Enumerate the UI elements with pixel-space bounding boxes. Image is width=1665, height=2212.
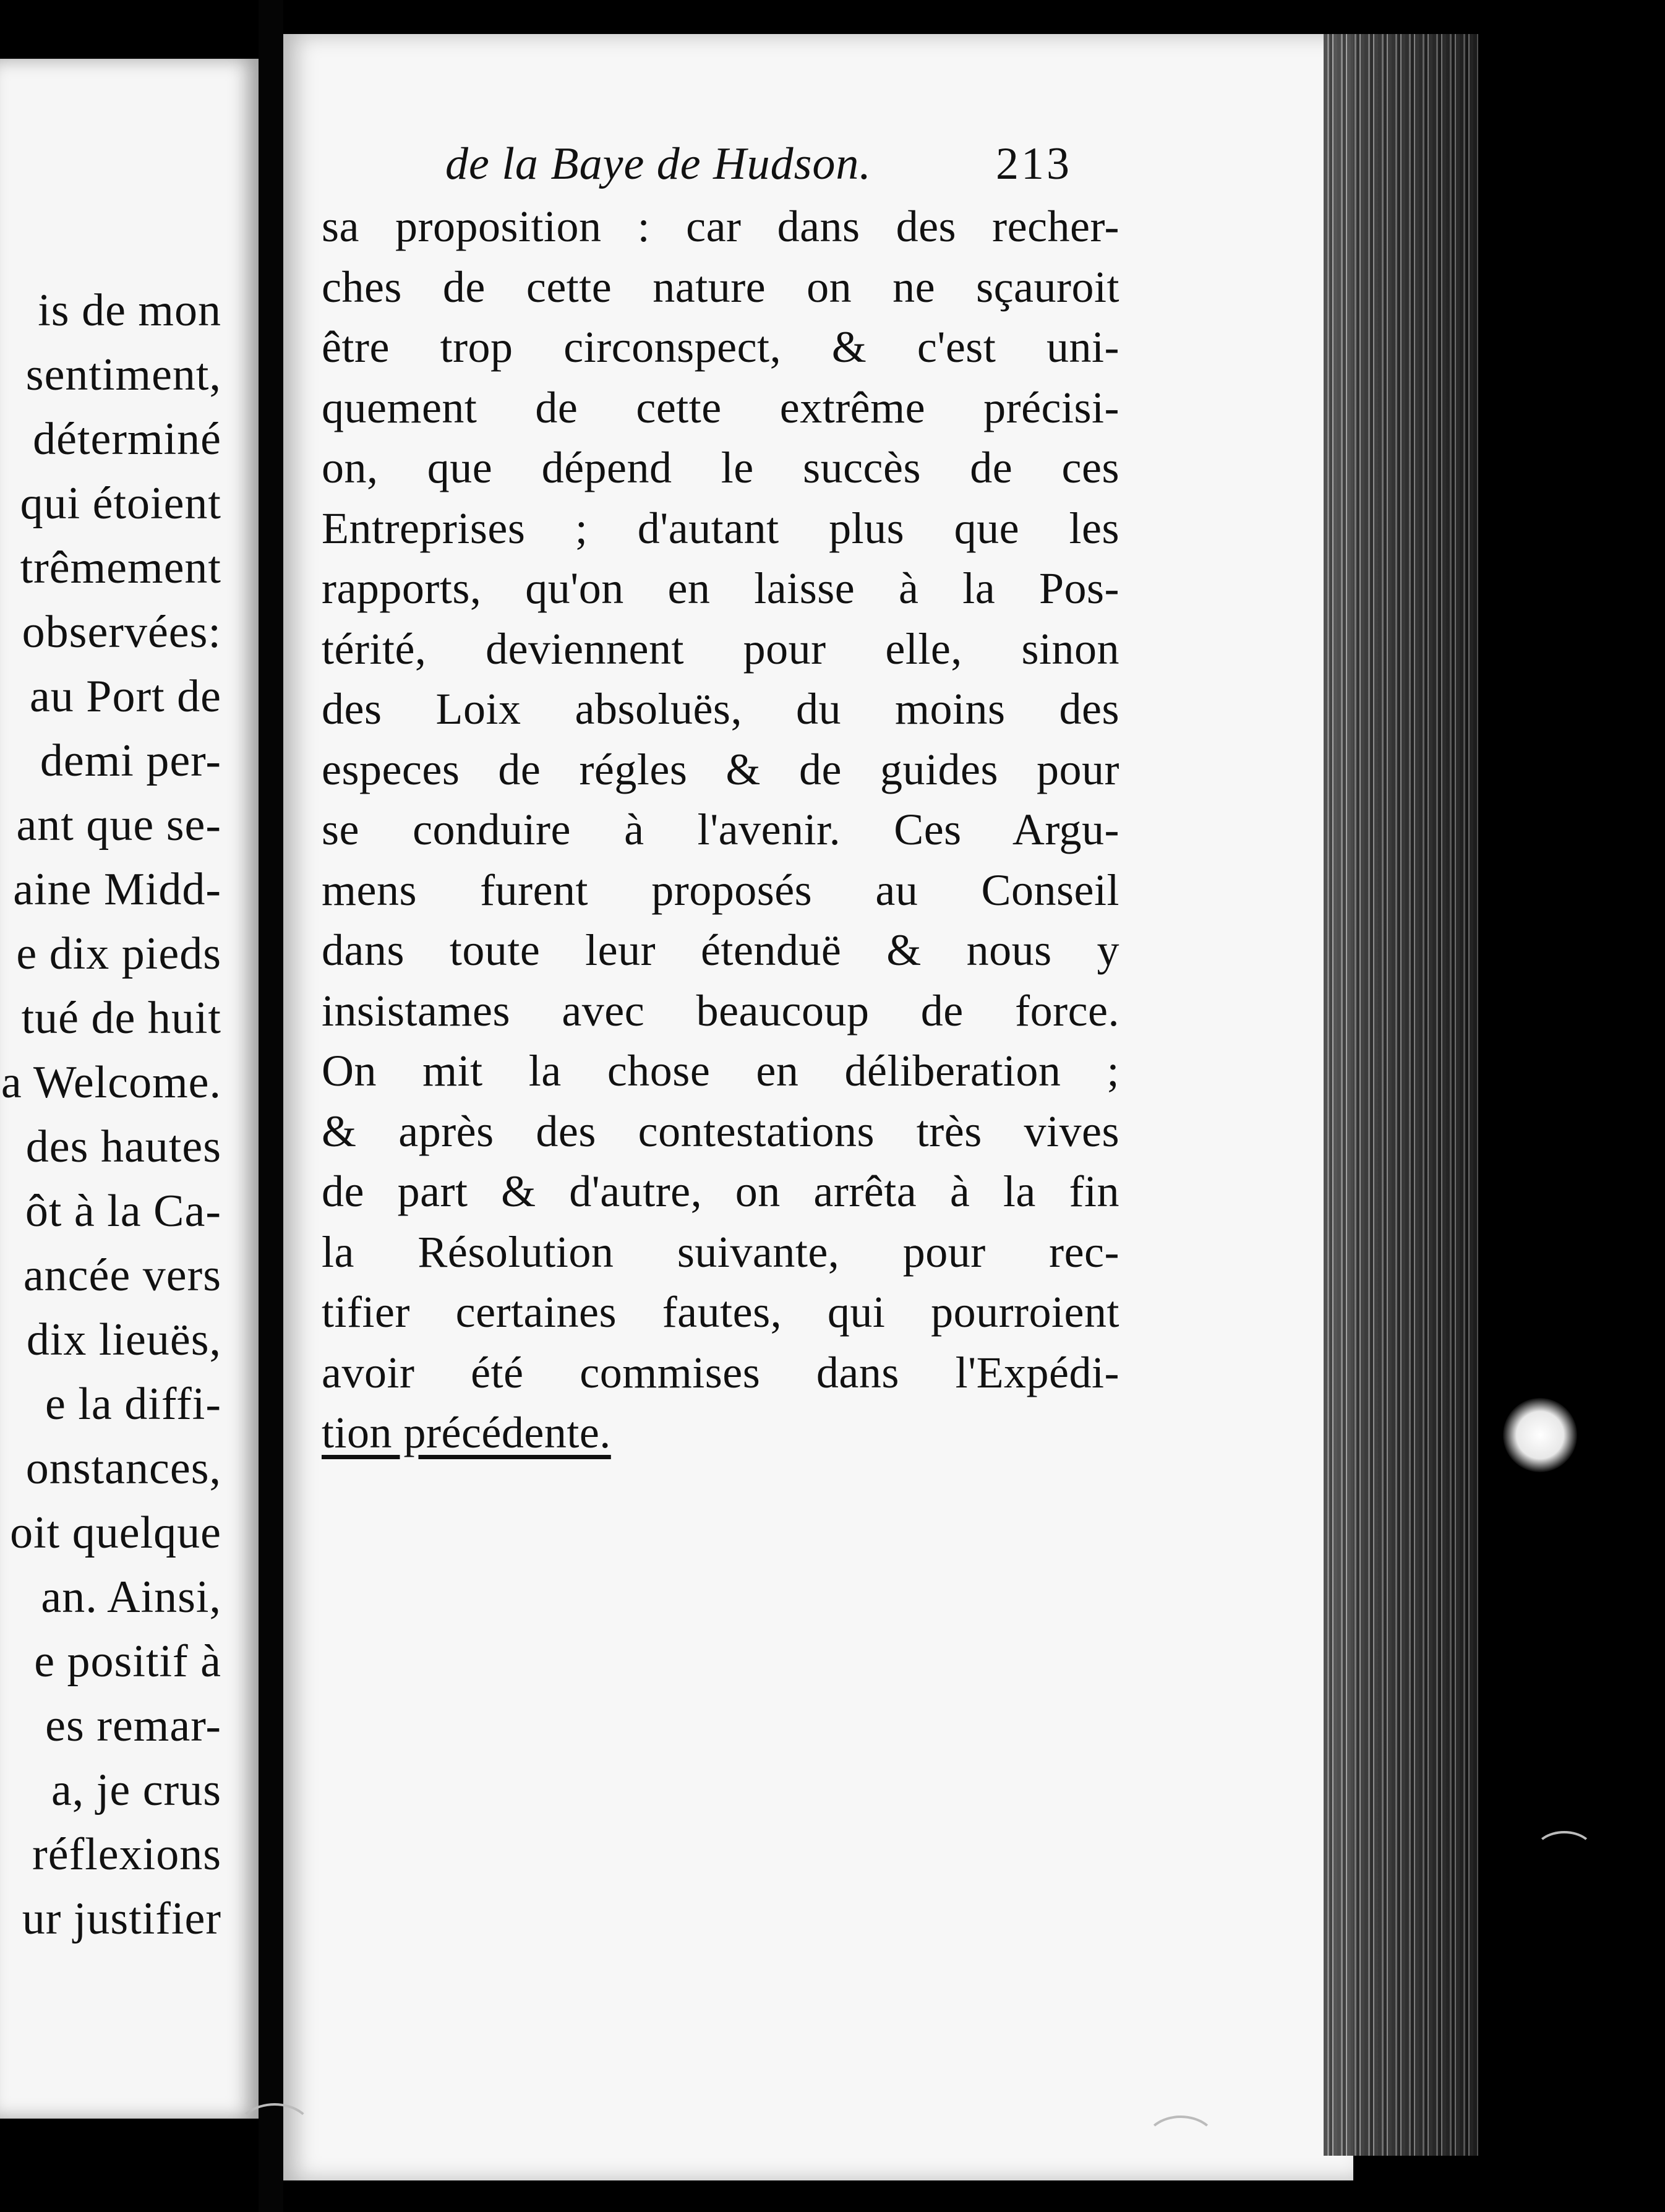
body-line: quement de cette extrême précisi-: [322, 382, 1119, 432]
left-line: is de mon: [38, 285, 221, 336]
body-line: dans toute leur étenduë & nous y: [322, 925, 1119, 975]
left-line: a, je crus: [51, 1765, 221, 1815]
scan-hair-artifact: [1534, 1831, 1594, 1873]
left-line: e dix pieds: [16, 928, 221, 979]
body-line: rapports, qu'on en laisse à la Pos-: [322, 564, 1119, 613]
body-line: Entreprises ; d'autant plus que les: [322, 503, 1119, 553]
body-line: especes de régles & de guides pour: [322, 744, 1119, 794]
body-line: & après des contestations très vives: [322, 1106, 1119, 1156]
body-line: la Résolution suivante, pour rec-: [322, 1227, 1119, 1277]
body-line: sa proposition : car dans des recher-: [322, 202, 1119, 251]
body-line: on, que dépend le succès de ces: [322, 443, 1119, 492]
left-facing-page: [0, 59, 259, 2119]
left-line: qui étoient: [20, 478, 221, 529]
left-line: des hautes: [25, 1121, 221, 1172]
body-line: On mit la chose en déliberation ;: [322, 1046, 1119, 1095]
left-line: oit quelque: [10, 1507, 221, 1558]
left-line: ancée vers: [23, 1250, 221, 1301]
left-line: ôt à la Ca-: [25, 1186, 221, 1237]
left-line: observées:: [22, 607, 221, 658]
left-line: réflexions: [32, 1829, 221, 1880]
left-line: e positif à: [34, 1636, 221, 1687]
running-head: [445, 133, 1126, 195]
left-line: tué de huit: [21, 993, 221, 1044]
book-gutter: [259, 0, 283, 2212]
scan-hair-artifact: [235, 2103, 314, 2164]
page-number: 213: [996, 139, 1072, 189]
left-line: a Welcome.: [1, 1057, 221, 1108]
body-text: [322, 197, 1119, 1464]
left-line: aine Midd-: [13, 864, 221, 915]
body-line: être trop circonspect, & c'est uni-: [322, 322, 1119, 372]
left-line: sentiment,: [25, 349, 221, 400]
body-line: avoir été commises dans l'Expédi-: [322, 1347, 1119, 1397]
running-title: de la Baye de Hudson.: [445, 139, 871, 189]
left-line: an. Ainsi,: [41, 1572, 221, 1623]
body-line: ches de cette nature on ne sçauroit: [322, 262, 1119, 312]
left-line: demi per-: [40, 735, 221, 786]
body-line: mens furent proposés au Conseil: [322, 865, 1119, 915]
left-line: ant que se-: [16, 800, 221, 851]
body-line: térité, deviennent pour elle, sinon: [322, 624, 1119, 674]
body-line-final: tion précédente.: [322, 1408, 611, 1457]
left-line: au Port de: [29, 671, 221, 722]
body-line: des Loix absoluës, du moins des: [322, 684, 1119, 734]
body-line: insistames avec beaucoup de force.: [322, 985, 1119, 1035]
left-page-text: [0, 278, 221, 1951]
left-line: e la diffi-: [45, 1379, 221, 1430]
body-line: se conduire à l'avenir. Ces Argu-: [322, 805, 1119, 854]
body-line: de part & d'autre, on arrêta à la fin: [322, 1167, 1119, 1216]
left-line: ur justifier: [22, 1893, 221, 1944]
left-line: déterminé: [33, 414, 221, 465]
page-edges-shade: [1324, 34, 1478, 2156]
scan-hair-artifact: [1144, 2116, 1217, 2170]
body-line: tifier certaines fautes, qui pourroient: [322, 1287, 1119, 1337]
left-line: dix lieuës,: [26, 1314, 221, 1365]
left-line: trêmement: [20, 542, 221, 593]
left-line: onstances,: [25, 1443, 221, 1494]
scan-light-spot: [1503, 1398, 1577, 1472]
left-line: es remar-: [45, 1700, 221, 1751]
